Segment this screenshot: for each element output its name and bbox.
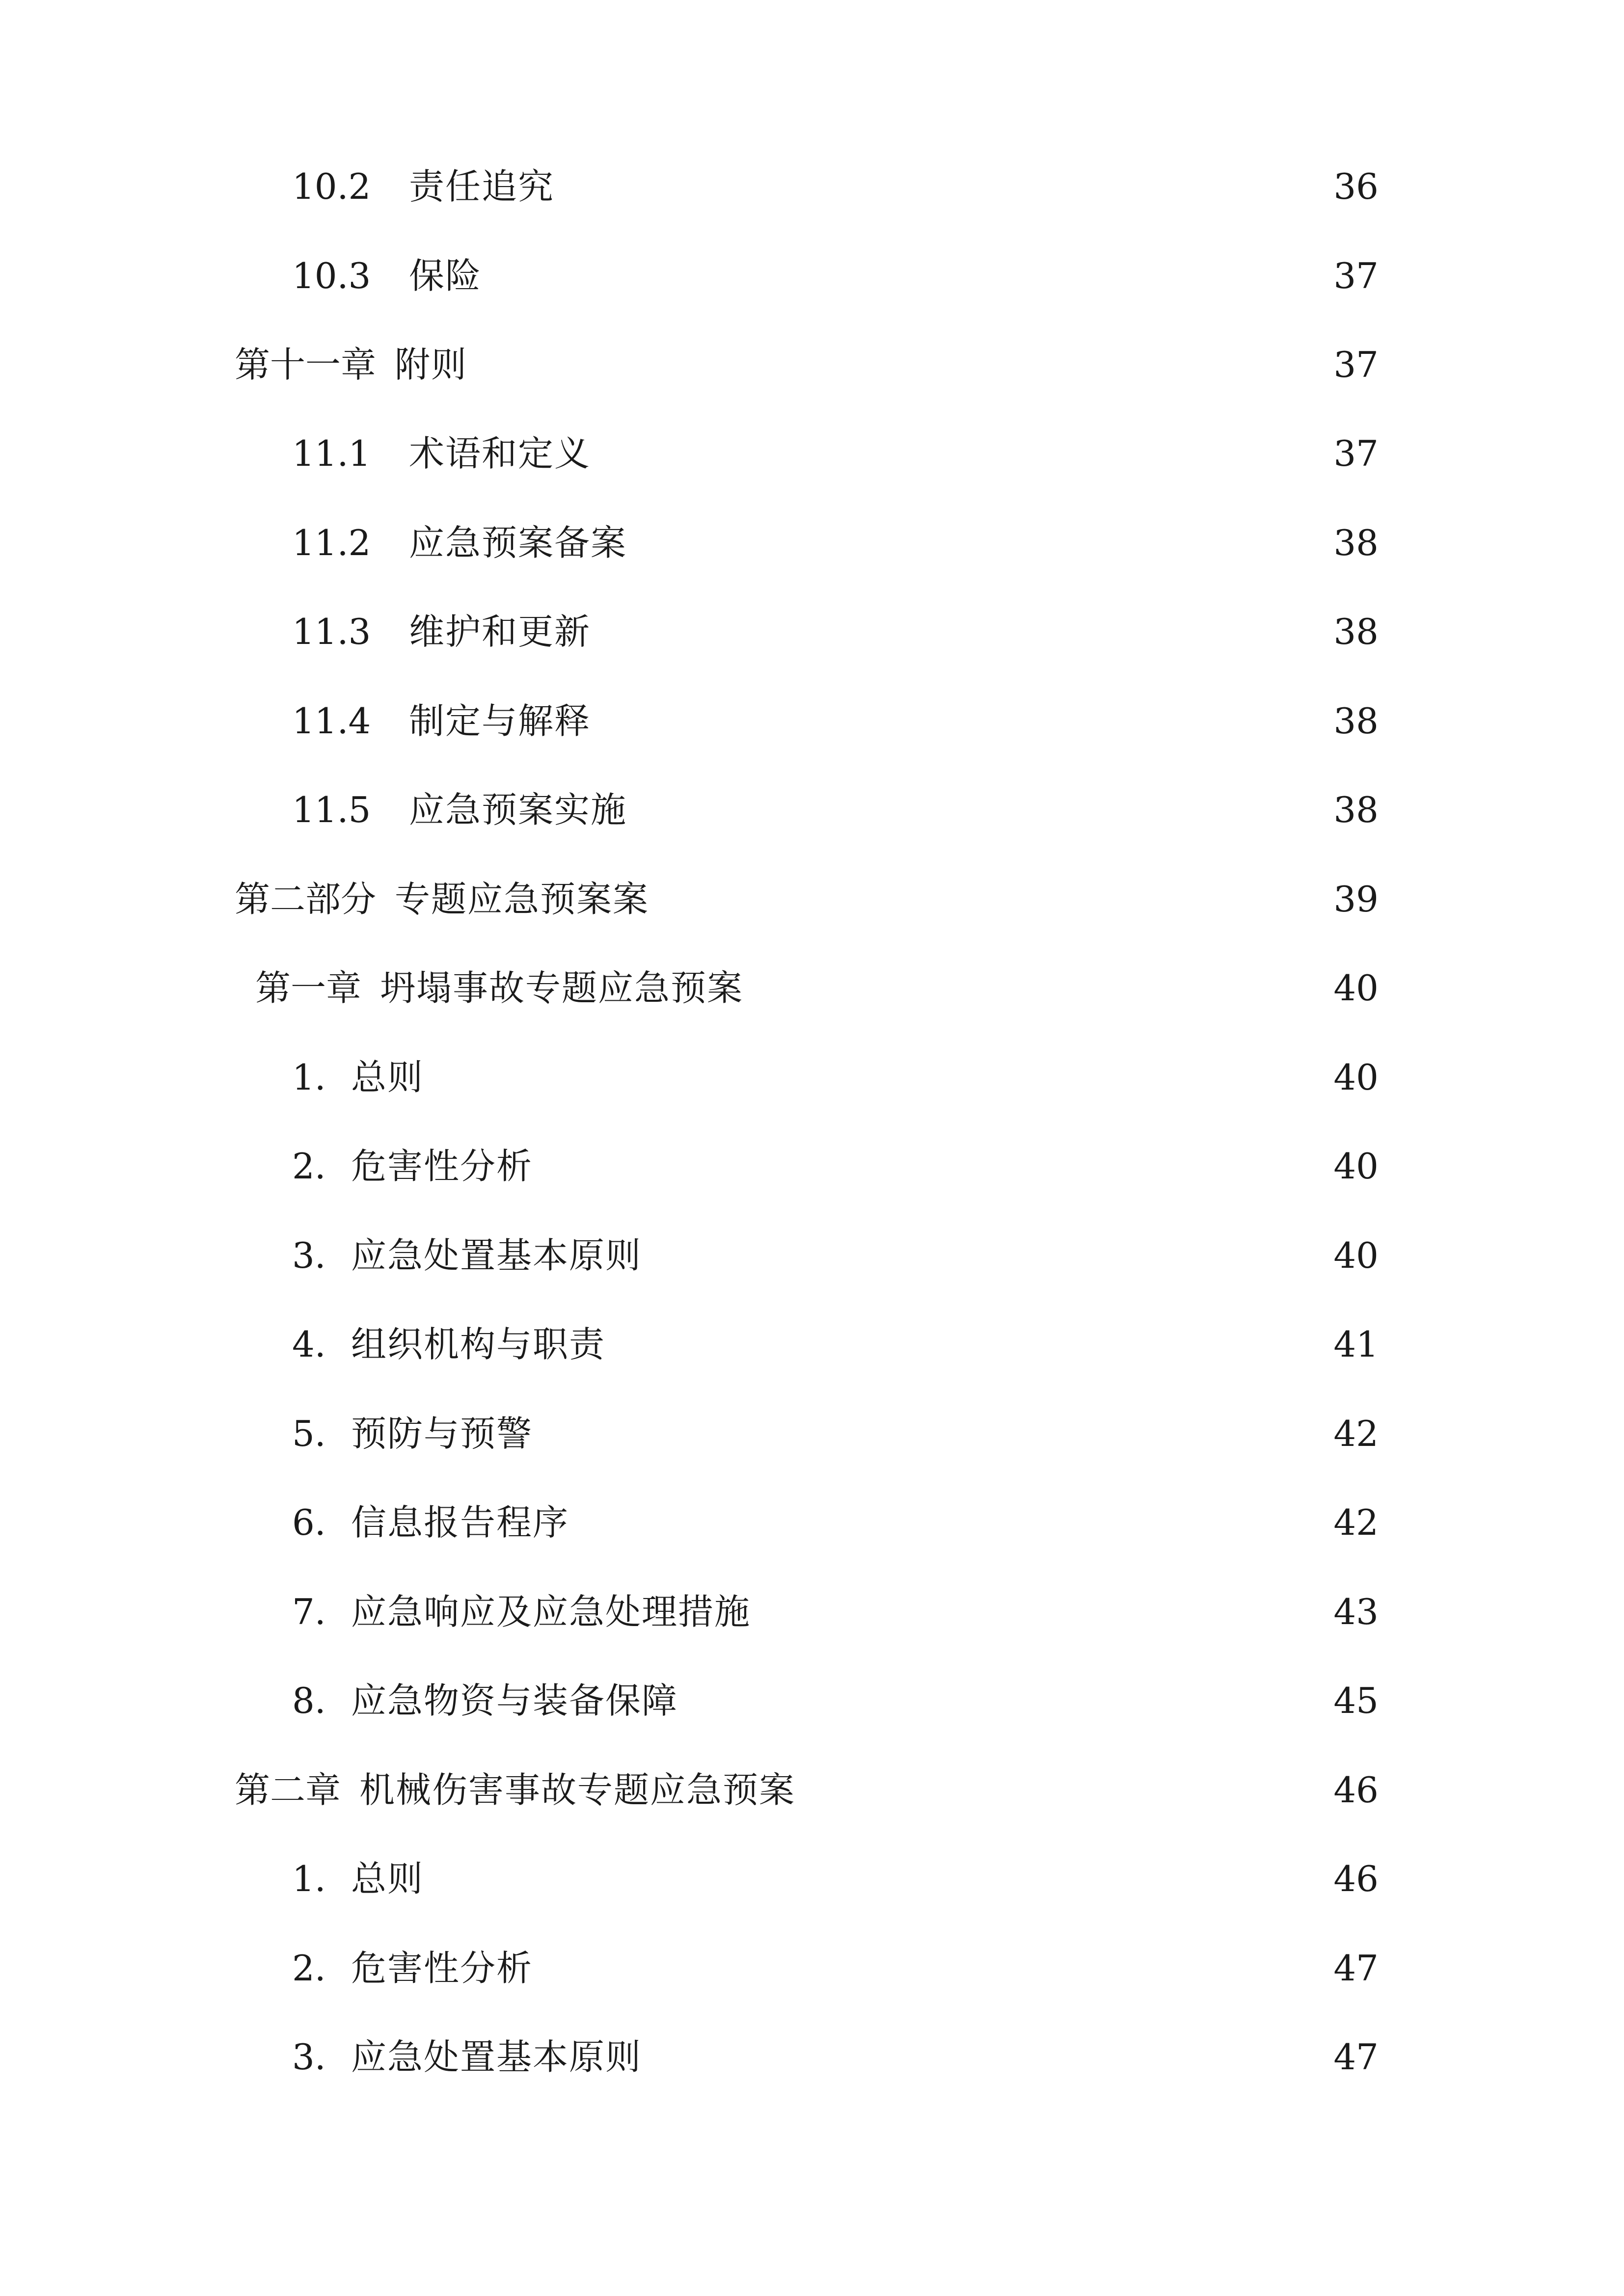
toc-page-number: 40 [1333, 1146, 1379, 1187]
toc-number: 11.1 [292, 433, 371, 474]
toc-page-number: 37 [1333, 344, 1379, 385]
toc-number: 5. [292, 1413, 326, 1454]
toc-title: 危害性分析 [351, 1948, 533, 1989]
toc-number: 2. [292, 1948, 326, 1989]
toc-entry[interactable] [0, 1137, 1624, 1196]
dot-leader [634, 780, 1326, 839]
toc-page-number: 40 [1333, 1057, 1379, 1098]
toc-page-number: 40 [1333, 967, 1379, 1009]
toc-title: 危害性分析 [351, 1146, 533, 1187]
toc-entry[interactable] [0, 1849, 1624, 1908]
toc-entry[interactable] [0, 513, 1624, 572]
toc-entry[interactable] [0, 1315, 1624, 1374]
toc-number: 第二部分 [235, 879, 377, 920]
toc-title: 应急处置基本原则 [351, 2036, 642, 2078]
dot-leader [750, 959, 1326, 1017]
dot-leader [758, 1582, 1326, 1641]
toc-title: 应急响应及应急处理措施 [351, 1591, 751, 1632]
toc-entry[interactable] [0, 1226, 1624, 1285]
toc-title: 应急物资与装备保障 [351, 1680, 678, 1721]
dot-leader [597, 424, 1326, 483]
toc-title: 制定与解释 [409, 700, 591, 742]
dot-leader [612, 1315, 1326, 1374]
toc-title: 总则 [351, 1858, 424, 1899]
toc-page-number: 47 [1333, 2036, 1379, 2078]
toc-number: 1. [292, 1858, 326, 1899]
toc-page-number: 40 [1333, 1235, 1379, 1276]
toc-number: 2. [292, 1146, 326, 1187]
toc-page-number: 39 [1333, 879, 1379, 920]
toc-page-number: 42 [1333, 1413, 1379, 1454]
toc-entry[interactable] [0, 1493, 1624, 1552]
dot-leader [540, 1137, 1326, 1196]
dot-leader [540, 1939, 1326, 1998]
toc-entry[interactable] [0, 1939, 1624, 1998]
toc-title: 附则 [395, 344, 468, 385]
dot-leader [802, 1761, 1326, 1819]
toc-entry[interactable] [0, 1671, 1624, 1730]
toc-entry[interactable] [0, 602, 1624, 661]
toc-entry[interactable] [0, 870, 1624, 929]
toc-entry[interactable] [0, 1761, 1624, 1819]
toc-entry[interactable] [0, 246, 1624, 305]
dot-leader [656, 870, 1326, 929]
toc-entry[interactable] [0, 1048, 1624, 1107]
toc-title: 维护和更新 [409, 611, 591, 652]
dot-leader [576, 1493, 1326, 1552]
toc-title: 组织机构与职责 [351, 1324, 606, 1365]
toc-entry[interactable] [0, 1404, 1624, 1463]
toc-entry[interactable] [0, 157, 1624, 216]
toc-number: 第十一章 [235, 344, 377, 385]
toc-number: 8. [292, 1680, 326, 1721]
dot-leader [597, 692, 1326, 750]
toc-title: 应急预案备案 [409, 522, 627, 563]
toc-page-number: 38 [1333, 700, 1379, 742]
toc-page-number: 43 [1333, 1591, 1379, 1632]
dot-leader [685, 1671, 1326, 1730]
toc-page-number: 42 [1333, 1502, 1379, 1543]
toc-page-number: 46 [1333, 1769, 1379, 1811]
toc-page-number: 36 [1333, 166, 1379, 207]
toc-number: 3. [292, 1235, 326, 1276]
toc-number: 11.4 [292, 700, 371, 742]
toc-number: 10.3 [292, 255, 371, 296]
dot-leader [649, 1226, 1326, 1285]
dot-leader [649, 2028, 1326, 2086]
dot-leader [634, 513, 1326, 572]
toc-page-number: 37 [1333, 255, 1379, 296]
toc-title: 专题应急预案案 [395, 879, 650, 920]
toc-page-number: 45 [1333, 1680, 1379, 1721]
toc-title: 应急预案实施 [409, 789, 627, 830]
toc-title: 应急处置基本原则 [351, 1235, 642, 1276]
toc-page-number: 41 [1333, 1324, 1379, 1365]
toc-title: 术语和定义 [409, 433, 591, 474]
toc-number: 7. [292, 1591, 326, 1632]
dot-leader [561, 157, 1326, 216]
dot-leader [488, 246, 1326, 305]
toc-number: 4. [292, 1324, 326, 1365]
dot-leader [597, 602, 1326, 661]
toc-number: 3. [292, 2036, 326, 2078]
dot-leader [431, 1048, 1326, 1107]
toc-page-number: 47 [1333, 1948, 1379, 1989]
toc-number: 11.5 [292, 789, 371, 830]
toc-number: 11.2 [292, 522, 371, 563]
toc-number: 第二章 [235, 1769, 341, 1811]
toc-page-number: 37 [1333, 433, 1379, 474]
toc-entry[interactable] [0, 780, 1624, 839]
toc-title: 机械伤害事故专题应急预案 [359, 1769, 796, 1811]
toc-entry[interactable] [0, 959, 1624, 1017]
toc-title: 总则 [351, 1057, 424, 1098]
toc-title: 坍塌事故专题应急预案 [380, 967, 744, 1009]
toc-title: 预防与预警 [351, 1413, 533, 1454]
toc-number: 10.2 [292, 166, 371, 207]
toc-title: 保险 [409, 255, 482, 296]
toc-page-number: 38 [1333, 522, 1379, 563]
toc-page-number: 38 [1333, 789, 1379, 830]
toc-page-number: 46 [1333, 1858, 1379, 1899]
toc-entry[interactable] [0, 424, 1624, 483]
dot-leader [540, 1404, 1326, 1463]
toc-entry[interactable] [0, 692, 1624, 750]
toc-title: 责任追究 [409, 166, 555, 207]
toc-entry[interactable] [0, 335, 1624, 394]
dot-leader [474, 335, 1326, 394]
toc-number: 1. [292, 1057, 326, 1098]
dot-leader [431, 1849, 1326, 1908]
toc-entry[interactable] [0, 1582, 1624, 1641]
toc-title: 信息报告程序 [351, 1502, 569, 1543]
toc-number: 第一章 [255, 967, 362, 1009]
toc-entry[interactable] [0, 2028, 1624, 2086]
toc-number: 6. [292, 1502, 326, 1543]
toc-number: 11.3 [292, 611, 371, 652]
toc-page-number: 38 [1333, 611, 1379, 652]
